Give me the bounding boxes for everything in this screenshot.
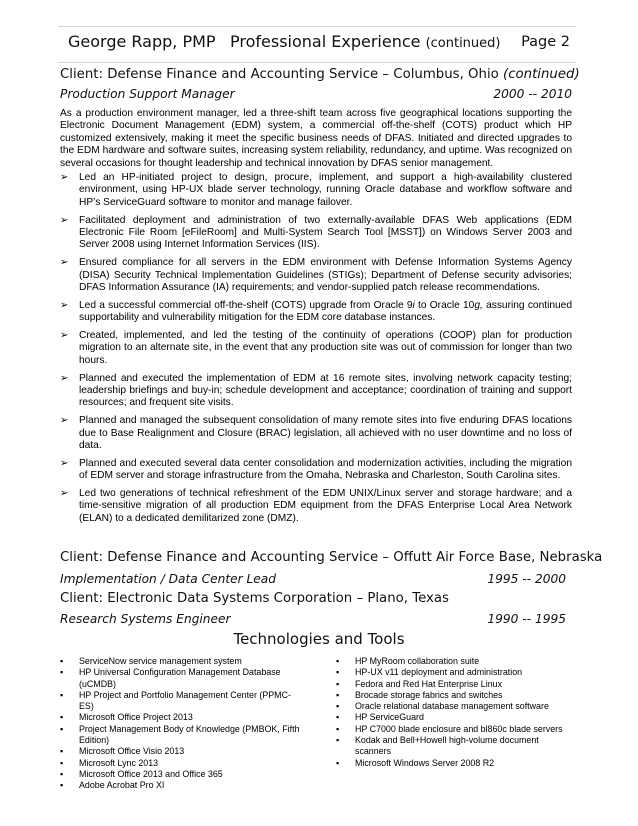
list-item (336, 667, 576, 678)
list-item (60, 656, 304, 667)
accomplishment-list (60, 172, 572, 531)
list-item (60, 415, 572, 452)
arrow-bullet-icon: ➢ (60, 214, 69, 226)
list-item (60, 257, 572, 294)
summary-paragraph: As a production environment manager, led a three-shift team across five geographical locations supporting the Electronic Document Management (EDM) system, a commercial off-the-shelf (COTS) product which HP customized extensively, making it meet the specific business needs of DFAS. Initiated and directed upgrades to the EDM hardware and software suites, increasing system reliability, redundancy, and uptime. Was recognized on several occasions for thought leadership and technical innovation by DFAS senior management. (60, 108, 572, 169)
list-item (336, 758, 576, 769)
page-number: Page 2 (521, 34, 570, 50)
text-part: Led a successful commercial off-the-shelf (COTS) upgrade from Oracle 9 (79, 299, 413, 311)
list-item-text: Microsoft Office Visio 2013 (79, 746, 185, 757)
role-dates: 1990 -- 1995 (487, 612, 566, 626)
list-item-text: Led an HP-initiated project to design, procure, implement, and support a high-availability clustered environment, using HP-UX blade server technology, running Oracle database and workflow software and HP’s ServiceGuard software to monitor and manage failover. (79, 172, 572, 208)
arrow-bullet-icon: ➢ (60, 299, 69, 311)
list-item-text: HP C7000 blade enclosure and bl860c blade servers (355, 723, 563, 734)
client-heading-dfas-offutt: Client: Defense Finance and Accounting Service – Offutt Air Force Base, Nebraska (60, 550, 603, 565)
section-heading-technologies: Technologies and Tools (233, 630, 405, 648)
dot-bullet-icon: ▪ (60, 667, 64, 678)
header-bottom-rule (58, 62, 576, 63)
list-item-text (79, 300, 572, 323)
list-item (336, 656, 576, 667)
dot-bullet-icon: ▪ (336, 757, 340, 768)
client-heading-eds: Client: Electronic Data Systems Corporation – Plano, Texas (60, 591, 449, 606)
tech-list-right (336, 656, 576, 769)
list-item-text: Planned and managed the subsequent consolidation of many remote sites into five enduring DFAS locations due to Base Realignment and Closure (BRAC) legislation, all achieved with no user downtime and no loss of data. (79, 415, 572, 452)
list-item (60, 330, 572, 367)
list-item-text: HP-UX v11 deployment and administration (355, 667, 523, 678)
list-item-text: Microsoft Office Project 2013 (79, 712, 193, 723)
list-item-text: Project Management Body of Knowledge (PMBOK, Fifth Edition) (79, 723, 300, 746)
list-item (336, 724, 576, 735)
list-item-text: HP Project and Portfolio Management Center (PPMC-ES) (79, 689, 291, 712)
dot-bullet-icon: ▪ (60, 712, 64, 723)
list-item-text: HP MyRoom collaboration suite (355, 656, 480, 666)
list-item-text: Microsoft Windows Server 2008 R2 (355, 757, 495, 768)
text-part: to Oracle 10 (414, 299, 475, 311)
dot-bullet-icon: ▪ (336, 712, 340, 723)
client-heading-continued: (continued) (503, 67, 580, 82)
arrow-bullet-icon: ➢ (60, 372, 69, 384)
dot-bullet-icon: ▪ (60, 768, 64, 779)
header-continued: (continued) (425, 36, 501, 51)
list-item (336, 735, 576, 758)
list-item (60, 780, 304, 791)
role-title: Implementation / Data Center Lead (60, 572, 276, 586)
dot-bullet-icon: ▪ (60, 780, 64, 791)
list-item (60, 458, 572, 483)
dot-bullet-icon: ▪ (336, 701, 340, 712)
role-title: Production Support Manager (60, 87, 235, 101)
dot-bullet-icon: ▪ (60, 689, 64, 700)
list-item-text: Adobe Acrobat Pro XI (79, 780, 165, 791)
list-item (60, 488, 572, 525)
list-item (60, 172, 572, 209)
list-item (60, 724, 304, 747)
text-part: assuring continued supportability and vulnerability mitigation for the EDM core database instances. (79, 299, 572, 324)
dot-bullet-icon: ▪ (336, 667, 340, 678)
dot-bullet-icon: ▪ (336, 689, 340, 700)
list-item-text: Microsoft Office 2013 and Office 365 (79, 768, 223, 779)
list-item (60, 215, 572, 252)
list-item-text: Oracle relational database management software (355, 701, 549, 712)
arrow-bullet-icon: ➢ (60, 257, 69, 269)
header-top-rule (58, 26, 576, 27)
page-header (60, 30, 574, 56)
list-item (60, 300, 572, 325)
list-item-text: Created, implemented, and led the testing of the continuity of operations (COOP) plan for production migration to an alternate site, in the event that any production site was out of commission for longer than two hours. (79, 330, 572, 366)
dot-bullet-icon: ▪ (336, 656, 340, 666)
list-item (60, 769, 304, 780)
text-part-italic: i (412, 299, 415, 311)
arrow-bullet-icon: ➢ (60, 172, 69, 183)
dot-bullet-icon: ▪ (60, 656, 64, 666)
list-item-text: HP Universal Configuration Management Database (uCMDB) (79, 667, 281, 689)
list-item-text: HP ServiceGuard (355, 712, 424, 723)
arrow-bullet-icon: ➢ (60, 457, 69, 469)
list-item-text: Planned and executed several data center consolidation and modernization activities, including the migration of EDM server and storage infrastructure from the Omaha, Nebraska and Charleston, South Carolina sites. (79, 457, 572, 482)
list-item-text: Brocade storage fabrics and switches (355, 689, 503, 700)
list-item (336, 690, 576, 701)
list-item (60, 746, 304, 757)
header-section-title (230, 32, 500, 51)
list-item-text: ServiceNow service management system (79, 656, 242, 666)
dot-bullet-icon: ▪ (336, 678, 340, 689)
role-title: Research Systems Engineer (60, 612, 231, 626)
arrow-bullet-icon: ➢ (60, 415, 69, 427)
dot-bullet-icon: ▪ (60, 746, 64, 757)
list-item-text: Microsoft Lync 2013 (79, 757, 159, 768)
list-item-text: Led two generations of technical refreshment of the EDM UNIX/Linux server and storage hardware; and a time-sensitive migration of all production EDM equipment from the DFAS Enterprise Local Area Network (ELAN) to a dedicated demilitarized zone (DMZ). (79, 488, 572, 524)
list-item-text: Fedora and Red Hat Enterprise Linux (355, 678, 503, 689)
list-item (60, 667, 304, 690)
role-dates: 1995 -- 2000 (487, 572, 566, 586)
list-item (60, 712, 304, 723)
role-dates: 2000 -- 2010 (493, 87, 572, 101)
list-item-text: Facilitated deployment and administration of two externally-available DFAS Web applications (EDM Electronic File Room [eFileRoom] and Multi-System Search Tool [MSST]) on Windows Server 2003 and Server 2008 using Internet Information Services (IIS). (79, 214, 572, 251)
list-item-text: Ensured compliance for all servers in the EDM environment with Defense Information Systems Agency (DISA) Security Technical Implementation Guidelines (STIGs); Department of Defense security advisories; DFAS Information Assurance (IA) requirements; and vendor-supplied patch release recommendations. (79, 257, 572, 294)
list-item (336, 712, 576, 723)
list-item (336, 679, 576, 690)
arrow-bullet-icon: ➢ (60, 488, 69, 500)
header-section-title-text: Professional Experience (230, 32, 421, 51)
list-item (60, 758, 304, 769)
dot-bullet-icon: ▪ (60, 757, 64, 768)
header-name: George Rapp, PMP (68, 32, 216, 51)
dot-bullet-icon: ▪ (336, 735, 340, 746)
list-item-text: Kodak and Bell+Howell high-volume document scanners (355, 735, 539, 757)
client-heading-text: Client: Defense Finance and Accounting Service – Columbus, Ohio (60, 67, 499, 82)
dot-bullet-icon: ▪ (336, 723, 340, 734)
dot-bullet-icon: ▪ (60, 723, 64, 734)
text-part-italic: g, (474, 299, 483, 311)
list-item-text: Planned and executed the implementation of EDM at 16 remote sites, involving network capacity testing; leadership briefings and buy-in; schedule development and acceptance; coordination of training and support resources; and frequent site visits. (79, 372, 572, 409)
client-heading-dfas-columbus (60, 67, 580, 82)
tech-list-left (60, 656, 304, 792)
list-item (336, 701, 576, 712)
list-item (60, 690, 304, 713)
list-item (60, 373, 572, 410)
arrow-bullet-icon: ➢ (60, 330, 69, 342)
